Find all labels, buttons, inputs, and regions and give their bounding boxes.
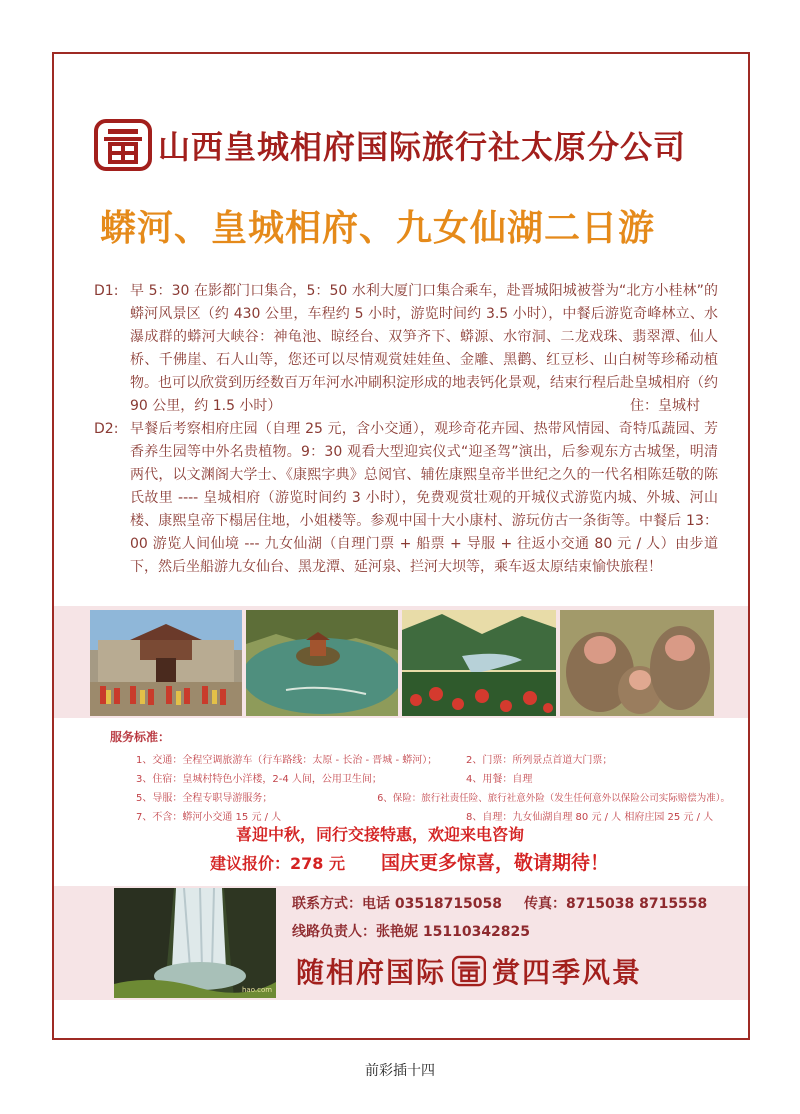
accommodation: 住：皇城村	[630, 398, 700, 414]
suggested-price: 建议报价：278 元	[210, 854, 345, 873]
company-name: 山西皇城相府国际旅行社太原分公司	[158, 128, 687, 166]
service-row	[136, 768, 730, 787]
tour-title: 蟒河、皇城相府、九女仙湖二日游	[100, 208, 656, 249]
watermark: hao.com	[242, 986, 273, 994]
service-item: 4、用餐：自理	[466, 774, 533, 785]
contact-phone: 联系方式：电话 03518715058	[292, 896, 503, 912]
itinerary	[94, 280, 718, 579]
slogan-left: 随相府国际	[296, 956, 447, 989]
slogan	[296, 950, 642, 992]
service-item: 2、门票：所列景点首道大门票；	[466, 755, 613, 766]
day-label: D1:	[94, 283, 119, 299]
page-number: 前彩插十四	[365, 1063, 435, 1079]
service-item: 6、保险：旅行社责任险、旅行社意外险（发生任何意外以保险公司实际赔偿为准）。	[377, 792, 730, 804]
service-standards	[110, 728, 730, 825]
service-item: 7、不含：蟒河小交通 15 元 / 人	[136, 812, 282, 823]
service-item: 8、自理：九女仙湖自理 80 元 / 人 相府庄园 25 元 / 人	[466, 812, 714, 823]
itinerary-day-2	[94, 418, 718, 579]
photo-waterfall	[114, 888, 276, 998]
service-item: 5、导服：全程专职导游服务；	[136, 793, 273, 804]
service-item: 3、住宿：皇城村特色小洋楼，2-4 人间，公用卫生间；	[136, 774, 382, 785]
fu-seal-logo-icon	[94, 119, 152, 171]
day-description: 早餐后考察相府庄园（自理 25 元，含小交通），观珍奇花卉园、热带风情园、奇特瓜蔬园、芳香养生园等中外名贵植物。9：30 观看大型迎宾仪式“迎圣驾”演出，后参观东方古城堡，明清两代，以文渊阁大学士、《康熙字典》总阅官、辅佐康熙皇帝半世纪之久的一代名相陈廷敬的陈氏故里 ---- 皇城相府（游览时间约 3 小时），免费观赏壮观的开城仪式游览内城、外城、河山楼、康熙皇帝下榻居住地，小姐楼等。参观中国十大小康村、游玩仿古一条街等。中餐后 13：00 游览人间仙境 --- 九女仙湖（自理门票 + 船票 + 导服 + 往返小交通 80 元 / 人）由步道下，然后坐船游九女仙台、黑龙潭、延河泉、拦河大坝等，乘车返太原结束愉快旅程！	[130, 421, 718, 575]
service-item: 1、交通：全程空调旅游车（行车路线：太原 - 长治 - 晋城 - 蟒河）；	[136, 755, 438, 766]
service-title: 服务标准：	[110, 730, 171, 744]
photo-lake-island	[246, 610, 398, 716]
service-row	[136, 749, 730, 768]
service-row	[136, 787, 730, 806]
promo-national-day: 国庆更多惊喜，敬请期待！	[380, 852, 609, 874]
slogan-right: 赏四季风景	[492, 956, 643, 989]
contact-info	[292, 890, 707, 946]
photo-castle-ceremony	[90, 610, 242, 716]
itinerary-day-1	[94, 280, 718, 418]
day-description: 早 5：30 在影都门口集合，5：50 水利大厦门口集合乘车，赴晋城阳城被誉为“北方小桂林”的蟒河风景区（约 430 公里，车程约 5 小时，游览时间约 3.5 小时），中餐后游览奇峰林立、水瀑成群的蟒河大峡谷：神龟池、晾经台、双笋齐下、蟒源、水帘洞、二龙戏珠、翡翠潭、仙人桥、千佛崖、石人山等，您还可以尽情观赏娃娃鱼、金雕、黑鹳、红豆杉、山白树等珍稀动植物。也可以欣赏到历经数百万年河水冲刷积淀形成的地表钙化景观，结束行程后赴皇城相府（约 90 公里，约 1.5 小时）	[130, 283, 718, 414]
header	[94, 116, 734, 174]
fu-seal-logo-icon	[452, 955, 486, 987]
contact-fax: 传真：8715038 8715558	[524, 896, 708, 912]
price-line	[210, 848, 609, 875]
line-manager: 线路负责人：张艳妮 15110342825	[292, 924, 531, 940]
photo-macaques	[560, 610, 714, 716]
promo-mid-autumn: 喜迎中秋，同行交接特惠，欢迎来电咨询	[236, 825, 525, 844]
photo-river-gorge	[402, 610, 556, 716]
day-label: D2:	[94, 421, 119, 437]
